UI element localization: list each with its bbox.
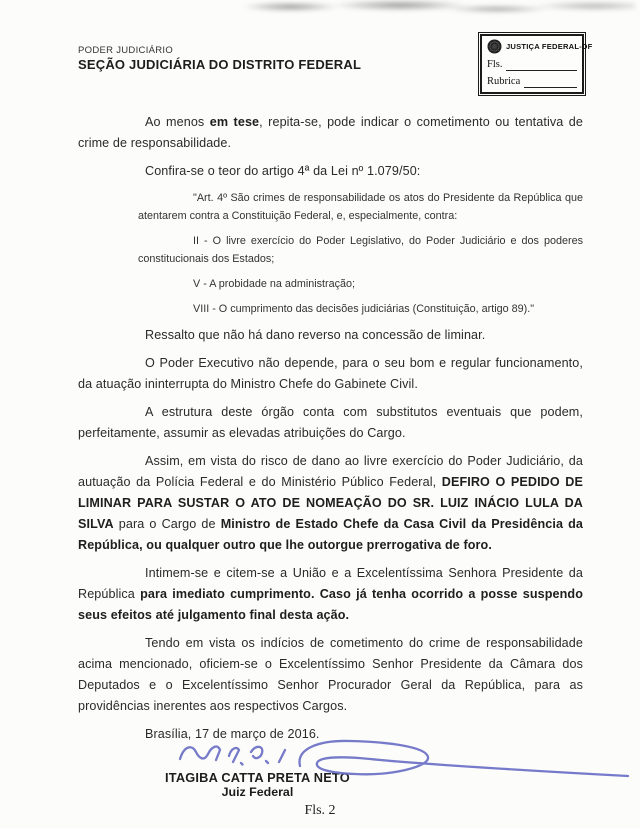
fls-label: Fls. — [487, 59, 503, 70]
fls-blank-line — [506, 59, 577, 71]
paragraph-intimacao: Intimem-se e citem-se a União e a Excelentíssima Senhora Presidente da República para imediato cumprimento. Caso já tenha ocorrido a posse suspendo seus efeitos até julgamento final desta ação. — [78, 566, 583, 622]
paragraph-decisao: Assim, em vista do risco de dano ao livre exercício do Poder Judiciário, da autuação da Polícia Federal e do Ministério Público Federal, DEFIRO O PEDIDO DE LIMINAR PARA SUSTAR O ATO DE NOMEAÇÃO DO SR. LUIZ INÁCIO LULA DA SILVA para o Cargo de Ministro de Estado Chefe da Casa Civil da Presidência da República, ou qualquer outro que lhe outorgue prerrogativa de foro. — [78, 454, 584, 552]
stamp-box-inner — [480, 34, 593, 94]
quote-inciso-v: V - A probidade na administração; — [193, 278, 356, 290]
quote-art4-caput: "Art. 4º São crimes de responsabilidade os atos do Presidente da República que atentarem contra a Constituição Federal, e, especialmente, contra: — [138, 192, 583, 222]
stamp-box — [478, 32, 593, 96]
scan-artifact — [230, 0, 635, 15]
rubrica-label: Rubrica — [487, 76, 521, 87]
rubrica-blank-line — [524, 76, 577, 88]
paragraph-intro: Ao menos em tese, repita-se, pode indicar o cometimento ou tentativa de crime de responsabilidade. — [78, 115, 583, 150]
paragraph-oficios: Tendo em vista os indícios de cometimento do crime de responsabilidade acima mencionado, oficiem-se o Excelentíssimo Senhor Presidente da Câmara dos Deputados e o Excelentíssimo Senhor Procurador Geral da República, para as providências inerentes aos respectivos Cargos. — [78, 636, 583, 713]
judge-name: ITAGIBA CATTA PRETA NETO — [165, 770, 350, 785]
quote-inciso-ii: II - O livre exercício do Poder Legislativo, do Poder Judiciário e dos poderes constitucionais dos Estados; — [138, 235, 583, 265]
document-body — [78, 112, 583, 801]
org-name-title: SEÇÃO JUDICIÁRIA DO DISTRITO FEDERAL — [78, 57, 362, 72]
paragraph-confira: Confira-se o teor do artigo 4ª da Lei nº 1.079/50: — [145, 164, 421, 178]
justice-seal-icon — [487, 39, 502, 54]
signature-block — [165, 770, 350, 800]
paragraph-ressalto: Ressalto que não há dano reverso na concessão de liminar. — [145, 328, 486, 342]
document-header — [78, 45, 361, 72]
paragraph-executivo: O Poder Executivo não depende, para o seu bom e regular funcionamento, da atuação ininterrupta do Ministro Chefe do Gabinete Civil. — [78, 356, 583, 391]
paragraph-estrutura: A estrutura deste órgão conta com substitutos eventuais que podem, perfeitamente, assumir as elevadas atribuições do Cargo. — [78, 405, 583, 440]
date-line: Brasília, 17 de março de 2016. — [145, 727, 320, 741]
page-footer: Fls. 2 — [304, 803, 336, 818]
quote-inciso-viii: VIII - O cumprimento das decisões judiciárias (Constituição, artigo 89)." — [193, 303, 535, 315]
org-name-small: PODER JUDICIÁRIO — [78, 45, 174, 56]
stamp-title: JUSTIÇA FEDERAL-DF — [506, 42, 593, 51]
judge-title: Juiz Federal — [221, 785, 294, 799]
